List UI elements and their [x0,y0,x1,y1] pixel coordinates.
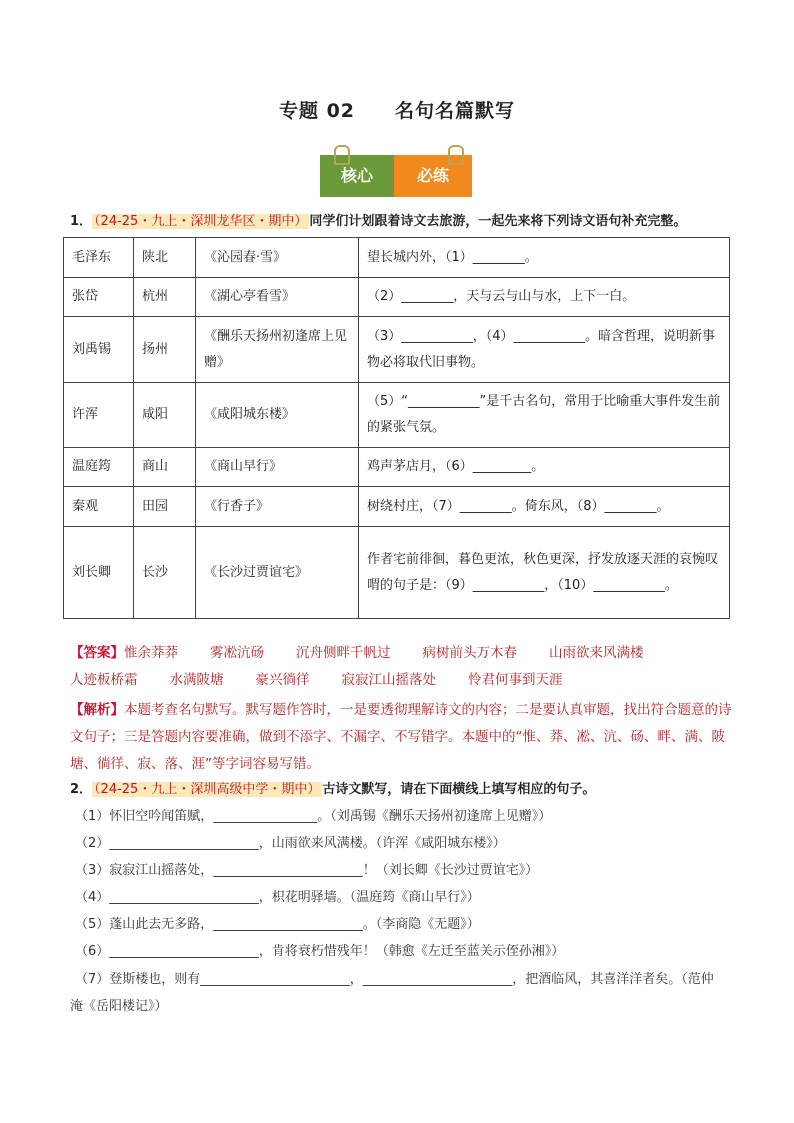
work-cell: 《湖心亭看雪》 [196,278,359,317]
place-cell: 田园 [134,487,196,527]
answer-item: 豪兴徜徉 [255,672,310,688]
page-title [0,96,794,123]
question-text: 古诗文默写，请在下面横线上填写相应的句子。 [322,782,596,797]
section-badge [320,155,472,197]
poem-table [63,237,730,619]
author-cell: 毛泽东 [64,238,134,278]
place-cell: 长沙 [134,527,196,619]
place-cell: 陕北 [134,238,196,278]
author-cell: 刘长卿 [64,527,134,619]
binder-clip-icon [448,145,464,165]
fill-line-7: （7）登斯楼也，则有_______________________，_______________________，把酒临风，其喜洋洋者矣。（范仲 [75,972,714,987]
question-source: （24-25・九上・深圳龙华区・期中） [94,214,308,229]
content-cell: （2）________，天与云与山与水，上下一白。 [359,278,730,317]
author-cell: 许浑 [64,383,134,448]
title-name: 名句名篇默写 [395,100,516,122]
badge-left: 核心 [320,155,394,197]
answer-block [70,640,735,694]
title-topic: 专题 02 [278,100,356,122]
fill-line-6: （6）_______________________，肯将衰朽惜残年！（韩愈《左迁至蓝关示侄孙湘》） [75,944,565,959]
place-cell: 扬州 [134,317,196,383]
place-cell: 商山 [134,448,196,487]
answer-item: 寂寂江山摇落处 [341,672,436,688]
question-source: （24-25・九上・深圳高级中学・期中） [94,782,321,797]
author-cell: 秦观 [64,487,134,527]
answer-item: 雾凇沆砀 [210,645,264,661]
content-cell: （3）___________，（4）___________。暗含哲理，说明新事物必将取代旧事物。 [359,317,730,383]
table-row [64,278,730,317]
table-row [64,317,730,383]
content-cell: （5）“___________”是千古名句，常用于比喻重大事件发生前的紧张气氛。 [359,383,730,448]
answer-item: 病树前头万木春 [422,645,517,661]
question-1 [70,212,740,232]
table-row [64,238,730,278]
badge-right: 必练 [394,155,472,197]
author-cell: 张岱 [64,278,134,317]
analysis-block [70,697,735,778]
content-cell: 望长城内外，（1）________。 [359,238,730,278]
work-cell: 《沁园春·雪》 [196,238,359,278]
place-cell: 咸阳 [134,383,196,448]
fill-line-3: （3）寂寂江山摇落处，_______________________！（刘长卿《长沙过贾谊宅》） [75,863,539,878]
author-cell: 温庭筠 [64,448,134,487]
work-cell: 《咸阳城东楼》 [196,383,359,448]
work-cell: 《酬乐天扬州初逢席上见赠》 [196,317,359,383]
fill-line-1: （1）怀旧空吟闻笛赋，________________。（刘禹锡《酬乐天扬州初逢席上见赠》） [75,809,552,824]
table-row [64,527,730,619]
work-cell: 《商山早行》 [196,448,359,487]
answer-item: 惟余莽莽 [124,645,178,661]
question-number: 2． [70,782,93,797]
question-2 [70,780,740,800]
analysis-tag: 【解析】 [70,702,124,718]
author-cell: 刘禹锡 [64,317,134,383]
work-cell: 《长沙过贾谊宅》 [196,527,359,619]
fill-line-2: （2）_______________________，山雨欲来风满楼。（许浑《咸阳城东楼》） [75,836,506,851]
place-cell: 杭州 [134,278,196,317]
answer-item: 水满陂塘 [169,672,224,688]
fill-line-5: （5）蓬山此去无多路，_______________________。（李商隐《无题》） [75,917,480,932]
answer-item: 沉舟侧畔千帆过 [296,645,391,661]
answer-item: 山雨欲来风满楼 [549,645,644,661]
table-row [64,383,730,448]
table-row [64,487,730,527]
fill-line-4: （4）_______________________，枳花明驿墙。（温庭筠《商山早行》） [75,890,480,905]
content-cell: 作者宅前徘徊，暮色更浓，秋色更深，抒发放逐天涯的哀惋叹喟的句子是：（9）___________，（10）___________。 [359,527,730,619]
answer-item: 人迹板桥霜 [70,672,138,688]
content-cell: 鸡声茅店月，（6）_________。 [359,448,730,487]
table-row [64,448,730,487]
content-cell: 树绕村庄，（7）________。倚东风，（8）________。 [359,487,730,527]
analysis-text: 本题考查名句默写。默写题作答时，一是要透彻理解诗文的内容；二是要认真审题，找出符合题意的诗文句子；三是答题内容要准确，做到不添字、不漏字、不写错字。本题中的“惟、莽、凇、沆、砀、畔、满、陂塘、徜徉、寂、落、涯”等字词容易写错。 [70,702,732,772]
question-number: 1． [70,214,93,229]
question-text: 同学们计划跟着诗文去旅游，一起先来将下列诗文语句补充完整。 [309,214,687,229]
answer-item: 怜君何事到天涯 [468,672,563,688]
work-cell: 《行香子》 [196,487,359,527]
binder-clip-icon [334,145,350,165]
fill-line-7-cont: 淹《岳阳楼记》） [70,999,168,1014]
answer-tag: 【答案】 [70,645,124,661]
